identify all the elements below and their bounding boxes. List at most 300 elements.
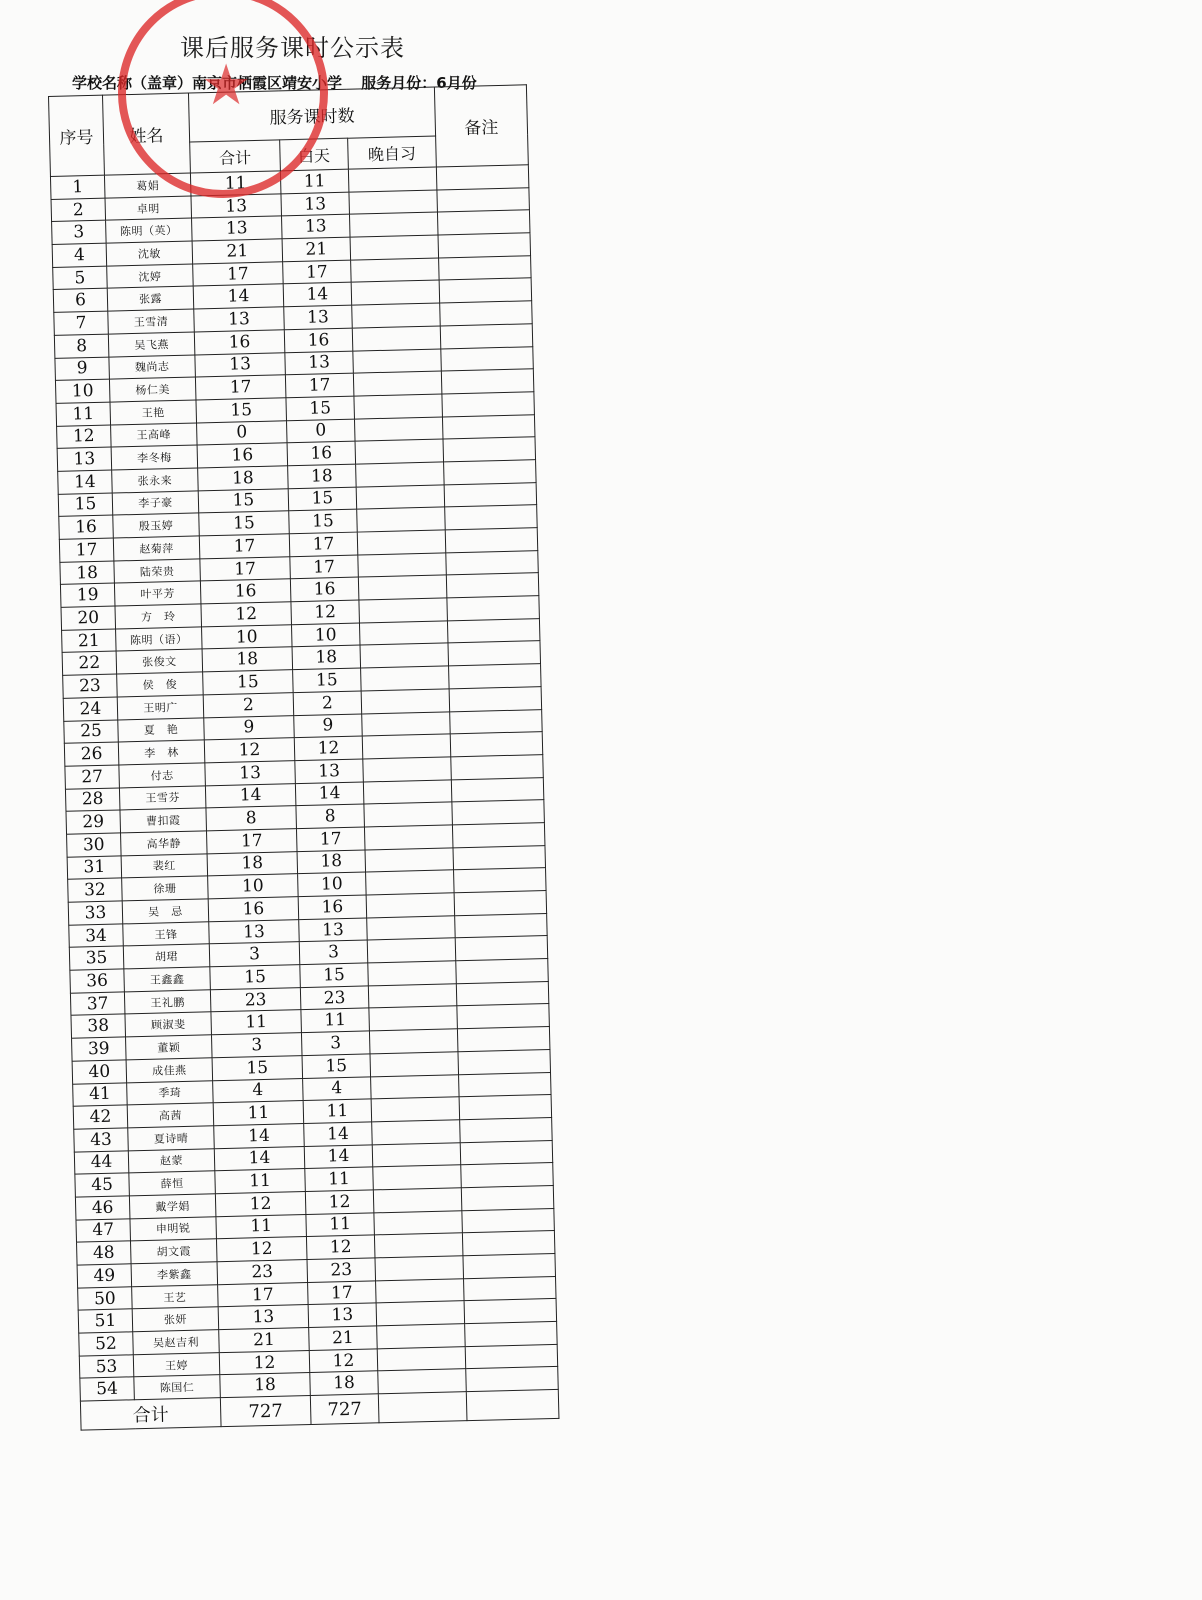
row-day-hours: 4 [303, 1076, 372, 1100]
row-name: 叶平芳 [114, 581, 201, 606]
row-name: 董颖 [126, 1035, 213, 1060]
row-day-hours: 16 [287, 441, 356, 465]
row-seq: 37 [70, 992, 125, 1016]
row-name: 顾淑斐 [125, 1012, 212, 1037]
service-month-label: 服务月份：6月份 [361, 74, 477, 92]
row-day-hours: 16 [290, 577, 359, 601]
row-note [461, 1163, 554, 1188]
row-seq: 21 [62, 629, 117, 653]
row-day-hours: 14 [304, 1122, 373, 1146]
row-note [462, 1231, 555, 1256]
row-night-hours [375, 1256, 464, 1281]
row-night-hours [358, 553, 447, 578]
row-note [445, 528, 538, 553]
row-total-hours: 16 [208, 897, 299, 922]
row-night-hours [360, 643, 449, 668]
row-night-hours [352, 303, 441, 328]
row-day-hours: 18 [288, 464, 357, 488]
row-night-hours [361, 666, 450, 691]
row-name: 张露 [107, 286, 194, 311]
row-day-hours: 15 [286, 396, 355, 420]
row-total-hours: 2 [203, 693, 294, 718]
row-name: 陆荣贵 [114, 559, 201, 584]
row-note [443, 437, 536, 462]
row-total-hours: 17 [200, 556, 291, 581]
seal-star-icon: ★ [201, 53, 252, 118]
row-night-hours [357, 530, 446, 555]
row-day-hours: 0 [286, 419, 355, 443]
row-seq: 35 [69, 946, 124, 970]
row-total-hours: 11 [216, 1214, 307, 1239]
row-total-hours: 18 [202, 647, 293, 672]
row-name: 方 玲 [115, 604, 202, 629]
row-name: 张永来 [112, 468, 199, 493]
row-name: 陈明（语） [116, 627, 203, 652]
row-seq: 6 [53, 289, 108, 313]
row-total-hours: 13 [209, 919, 300, 944]
row-name: 申明锐 [130, 1216, 217, 1241]
row-name: 吴 忌 [122, 899, 209, 924]
row-seq: 40 [72, 1060, 127, 1084]
row-day-hours: 23 [300, 986, 369, 1010]
row-night-hours [370, 1052, 459, 1077]
row-seq: 44 [74, 1150, 129, 1174]
row-total-hours: 12 [215, 1191, 306, 1216]
row-day-hours: 14 [304, 1144, 373, 1168]
row-day-hours: 16 [298, 895, 367, 919]
row-name: 王鑫鑫 [124, 967, 211, 992]
row-night-hours [374, 1210, 463, 1235]
row-day-hours: 15 [302, 1054, 371, 1078]
row-seq: 1 [50, 175, 105, 199]
row-day-hours: 18 [310, 1371, 379, 1395]
header-night: 晚自习 [348, 136, 437, 169]
row-day-hours: 13 [281, 192, 350, 216]
row-name: 卓明 [105, 196, 192, 221]
row-note [437, 210, 530, 235]
row-seq: 34 [69, 924, 124, 948]
hours-table-wrapper [48, 84, 559, 1430]
row-note [441, 369, 534, 394]
header-hours-group: 服务课时数 [188, 87, 435, 142]
row-night-hours [357, 507, 446, 532]
row-seq: 25 [64, 719, 119, 743]
row-day-hours: 21 [309, 1326, 378, 1350]
row-total-hours: 12 [204, 738, 295, 763]
row-night-hours [356, 485, 445, 510]
row-note [445, 505, 538, 530]
row-day-hours: 17 [308, 1281, 377, 1305]
row-name: 沈敏 [106, 241, 193, 266]
row-seq: 43 [74, 1128, 129, 1152]
row-day-hours: 15 [288, 487, 357, 511]
row-name: 夏 艳 [118, 717, 205, 742]
row-day-hours: 13 [285, 351, 354, 375]
row-name: 曹扣霞 [120, 808, 207, 833]
row-total-hours: 21 [219, 1328, 310, 1353]
row-night-hours [377, 1346, 466, 1371]
row-day-hours: 12 [291, 600, 360, 624]
row-day-hours: 13 [284, 305, 353, 329]
row-note [462, 1208, 555, 1233]
row-note [450, 709, 543, 734]
row-total-hours: 18 [220, 1373, 311, 1398]
row-total-hours: 15 [203, 670, 294, 695]
row-day-hours: 16 [284, 328, 353, 352]
row-name: 胡珺 [123, 944, 210, 969]
row-total-hours: 4 [213, 1078, 304, 1103]
row-seq: 33 [68, 901, 123, 925]
row-night-hours [369, 1029, 458, 1054]
row-day-hours: 13 [282, 215, 351, 239]
row-night-hours [368, 984, 457, 1009]
row-total-hours: 8 [206, 806, 297, 831]
row-note [458, 1049, 551, 1074]
row-note [448, 641, 541, 666]
row-total-hours: 17 [206, 829, 297, 854]
row-seq: 13 [57, 447, 112, 471]
row-seq: 22 [62, 651, 117, 675]
row-day-hours: 14 [295, 782, 364, 806]
row-seq: 14 [58, 470, 113, 494]
summary-total: 727 [220, 1396, 311, 1427]
row-total-hours: 9 [204, 715, 295, 740]
hours-table [48, 84, 559, 1430]
row-note [455, 936, 548, 961]
row-seq: 3 [52, 221, 107, 245]
row-seq: 24 [63, 697, 118, 721]
row-night-hours [355, 439, 444, 464]
row-note [455, 913, 548, 938]
row-seq: 32 [68, 878, 123, 902]
row-note [447, 596, 540, 621]
row-day-hours: 17 [289, 532, 358, 556]
row-name: 魏尚志 [109, 354, 196, 379]
row-note [442, 392, 535, 417]
row-note [466, 1367, 559, 1392]
row-night-hours [367, 938, 456, 963]
row-seq: 47 [76, 1218, 131, 1242]
row-night-hours [362, 711, 451, 736]
row-seq: 31 [67, 856, 122, 880]
row-seq: 10 [55, 379, 110, 403]
row-day-hours: 14 [283, 283, 352, 307]
row-night-hours [359, 621, 448, 646]
row-note [450, 732, 543, 757]
row-seq: 30 [67, 833, 122, 857]
row-seq: 52 [79, 1332, 134, 1356]
row-note [452, 800, 545, 825]
row-night-hours [351, 258, 440, 283]
row-note [446, 550, 539, 575]
row-night-hours [366, 870, 455, 895]
row-name: 王雪芬 [119, 785, 206, 810]
row-seq: 29 [66, 810, 121, 834]
header-day: 白天 [280, 138, 349, 171]
row-day-hours: 21 [282, 237, 351, 261]
row-seq: 39 [72, 1037, 127, 1061]
row-total-hours: 0 [197, 420, 288, 445]
row-total-hours: 23 [210, 987, 301, 1012]
row-seq: 36 [70, 969, 125, 993]
row-day-hours: 15 [289, 509, 358, 533]
row-day-hours: 11 [280, 169, 349, 193]
row-name: 薛恒 [129, 1171, 216, 1196]
row-night-hours [371, 1074, 460, 1099]
row-name: 王雪清 [108, 309, 195, 334]
row-day-hours: 15 [293, 668, 362, 692]
row-name: 赵菊萍 [113, 536, 200, 561]
row-total-hours: 14 [214, 1123, 305, 1148]
row-night-hours [377, 1324, 466, 1349]
row-name: 胡文霞 [131, 1239, 218, 1264]
row-note [438, 233, 531, 258]
row-night-hours [352, 326, 441, 351]
row-day-hours: 23 [307, 1258, 376, 1282]
row-seq: 18 [60, 561, 115, 585]
row-night-hours [351, 280, 440, 305]
row-name: 陈明（英） [106, 218, 193, 243]
row-seq: 26 [64, 742, 119, 766]
row-name: 侯 俊 [117, 672, 204, 697]
row-total-hours: 11 [215, 1169, 306, 1194]
row-seq: 12 [57, 425, 112, 449]
row-note [454, 868, 547, 893]
row-total-hours: 11 [190, 171, 281, 196]
row-night-hours [359, 598, 448, 623]
row-name: 李冬梅 [111, 445, 198, 470]
row-day-hours: 10 [291, 623, 360, 647]
row-seq: 16 [59, 515, 114, 539]
row-name: 王高峰 [111, 423, 198, 448]
row-name: 王艺 [132, 1284, 219, 1309]
row-note [444, 460, 537, 485]
row-day-hours: 11 [303, 1099, 372, 1123]
row-name: 王礼鹏 [124, 990, 211, 1015]
row-seq: 51 [78, 1309, 133, 1333]
row-name: 陈国仁 [134, 1375, 221, 1400]
row-day-hours: 3 [299, 940, 368, 964]
row-night-hours [376, 1301, 465, 1326]
row-note [444, 482, 537, 507]
row-name: 戴学娟 [129, 1194, 216, 1219]
header-seq: 序号 [49, 95, 105, 176]
row-seq: 5 [53, 266, 108, 290]
row-total-hours: 10 [202, 624, 293, 649]
row-total-hours: 12 [216, 1237, 307, 1262]
row-day-hours: 12 [294, 736, 363, 760]
row-seq: 41 [73, 1082, 128, 1106]
row-seq: 49 [77, 1264, 132, 1288]
row-night-hours [350, 235, 439, 260]
row-seq: 28 [65, 788, 120, 812]
row-night-hours [362, 734, 451, 759]
row-note [451, 777, 544, 802]
row-night-hours [363, 757, 452, 782]
row-total-hours: 21 [192, 239, 283, 264]
school-name-label: 学校名称（盖章）南京市栖霞区靖安小学 [72, 74, 343, 92]
row-seq: 42 [73, 1105, 128, 1129]
row-seq: 48 [77, 1241, 132, 1265]
row-seq: 45 [75, 1173, 130, 1197]
row-name: 成佳燕 [126, 1058, 213, 1083]
row-seq: 54 [80, 1377, 135, 1401]
header-name: 姓名 [102, 93, 190, 175]
row-night-hours [366, 893, 455, 918]
page-title: 课后服务课时公示表 [180, 34, 405, 62]
row-note [452, 823, 545, 848]
row-seq: 19 [60, 583, 115, 607]
row-seq: 46 [75, 1196, 130, 1220]
row-name: 吴赵吉利 [133, 1330, 220, 1355]
row-total-hours: 3 [209, 942, 300, 967]
row-total-hours: 13 [194, 307, 285, 332]
row-note [459, 1095, 552, 1120]
row-seq: 23 [63, 674, 118, 698]
row-day-hours: 17 [296, 827, 365, 851]
row-note [460, 1117, 553, 1142]
row-total-hours: 17 [193, 262, 284, 287]
row-name: 葛娟 [104, 173, 191, 198]
row-day-hours: 12 [309, 1349, 378, 1373]
row-day-hours: 10 [298, 872, 367, 896]
row-day-hours: 13 [308, 1303, 377, 1327]
row-note [441, 346, 534, 371]
row-note [449, 686, 542, 711]
row-seq: 7 [54, 311, 109, 335]
row-total-hours: 17 [199, 534, 290, 559]
row-day-hours: 13 [295, 759, 364, 783]
row-night-hours [348, 167, 437, 192]
row-name: 夏诗晴 [128, 1126, 215, 1151]
row-name: 裴红 [121, 853, 208, 878]
row-night-hours [349, 190, 438, 215]
row-day-hours: 13 [299, 918, 368, 942]
row-total-hours: 17 [218, 1282, 309, 1307]
row-day-hours: 11 [305, 1167, 374, 1191]
row-total-hours: 13 [205, 761, 296, 786]
row-total-hours: 14 [193, 284, 284, 309]
row-note [454, 891, 547, 916]
row-note [447, 618, 540, 643]
row-seq: 17 [59, 538, 114, 562]
row-night-hours [353, 371, 442, 396]
row-name: 高茜 [127, 1103, 214, 1128]
row-note [439, 278, 532, 303]
row-night-hours [354, 417, 443, 442]
summary-day: 727 [310, 1394, 379, 1425]
row-seq: 27 [65, 765, 120, 789]
row-total-hours: 23 [217, 1260, 308, 1285]
row-name: 王锋 [123, 922, 210, 947]
row-note [457, 1027, 550, 1052]
row-seq: 38 [71, 1014, 126, 1038]
row-name: 高华静 [121, 831, 208, 856]
row-night-hours [364, 825, 453, 850]
row-day-hours: 3 [301, 1031, 370, 1055]
row-note [461, 1185, 554, 1210]
row-night-hours [361, 689, 450, 714]
summary-label: 合计 [80, 1398, 221, 1430]
row-total-hours: 12 [201, 602, 292, 627]
row-total-hours: 16 [197, 443, 288, 468]
row-seq: 15 [58, 493, 113, 517]
row-night-hours [373, 1165, 462, 1190]
table-body [50, 165, 558, 1401]
row-night-hours [373, 1188, 462, 1213]
row-total-hours: 16 [200, 579, 291, 604]
row-night-hours [372, 1142, 461, 1167]
row-seq: 2 [51, 198, 106, 222]
row-name: 李紫鑫 [131, 1262, 218, 1287]
summary-night [378, 1392, 467, 1423]
row-total-hours: 3 [211, 1033, 302, 1058]
row-note [436, 165, 529, 190]
row-total-hours: 13 [195, 352, 286, 377]
row-note [459, 1072, 552, 1097]
row-name: 张俊文 [116, 649, 203, 674]
row-total-hours: 18 [207, 851, 298, 876]
row-day-hours: 11 [306, 1212, 375, 1236]
row-note [440, 301, 533, 326]
row-night-hours [376, 1278, 465, 1303]
row-note [463, 1253, 556, 1278]
row-total-hours: 12 [219, 1350, 310, 1375]
row-note [464, 1299, 557, 1324]
row-total-hours: 13 [192, 216, 283, 241]
row-day-hours: 12 [306, 1235, 375, 1259]
row-name: 杨仁美 [109, 377, 196, 402]
row-night-hours [364, 802, 453, 827]
row-total-hours: 17 [195, 375, 286, 400]
row-day-hours: 8 [296, 804, 365, 828]
header-total: 合计 [190, 140, 281, 173]
row-night-hours [349, 212, 438, 237]
row-name: 王婷 [133, 1352, 220, 1377]
row-name: 沈婷 [107, 264, 194, 289]
row-note [457, 1004, 550, 1029]
row-night-hours [367, 915, 456, 940]
row-seq: 9 [55, 357, 110, 381]
row-seq: 50 [78, 1287, 133, 1311]
row-note [451, 754, 544, 779]
row-total-hours: 15 [198, 488, 289, 513]
row-note [465, 1322, 558, 1347]
row-name: 李 林 [118, 740, 205, 765]
row-night-hours [369, 1006, 458, 1031]
row-name: 张妍 [132, 1307, 219, 1332]
row-total-hours: 10 [208, 874, 299, 899]
row-night-hours [363, 779, 452, 804]
row-seq: 53 [79, 1355, 134, 1379]
row-seq: 11 [56, 402, 111, 426]
row-total-hours: 13 [218, 1305, 309, 1330]
row-day-hours: 17 [290, 555, 359, 579]
row-night-hours [354, 394, 443, 419]
row-note [453, 845, 546, 870]
row-night-hours [371, 1097, 460, 1122]
row-total-hours: 15 [196, 398, 287, 423]
row-total-hours: 11 [211, 1010, 302, 1035]
row-note [439, 256, 532, 281]
row-day-hours: 18 [297, 850, 366, 874]
row-night-hours [365, 847, 454, 872]
row-night-hours [353, 348, 442, 373]
row-day-hours: 9 [294, 714, 363, 738]
row-note [437, 187, 530, 212]
row-name: 季琦 [127, 1080, 214, 1105]
row-day-hours: 2 [293, 691, 362, 715]
